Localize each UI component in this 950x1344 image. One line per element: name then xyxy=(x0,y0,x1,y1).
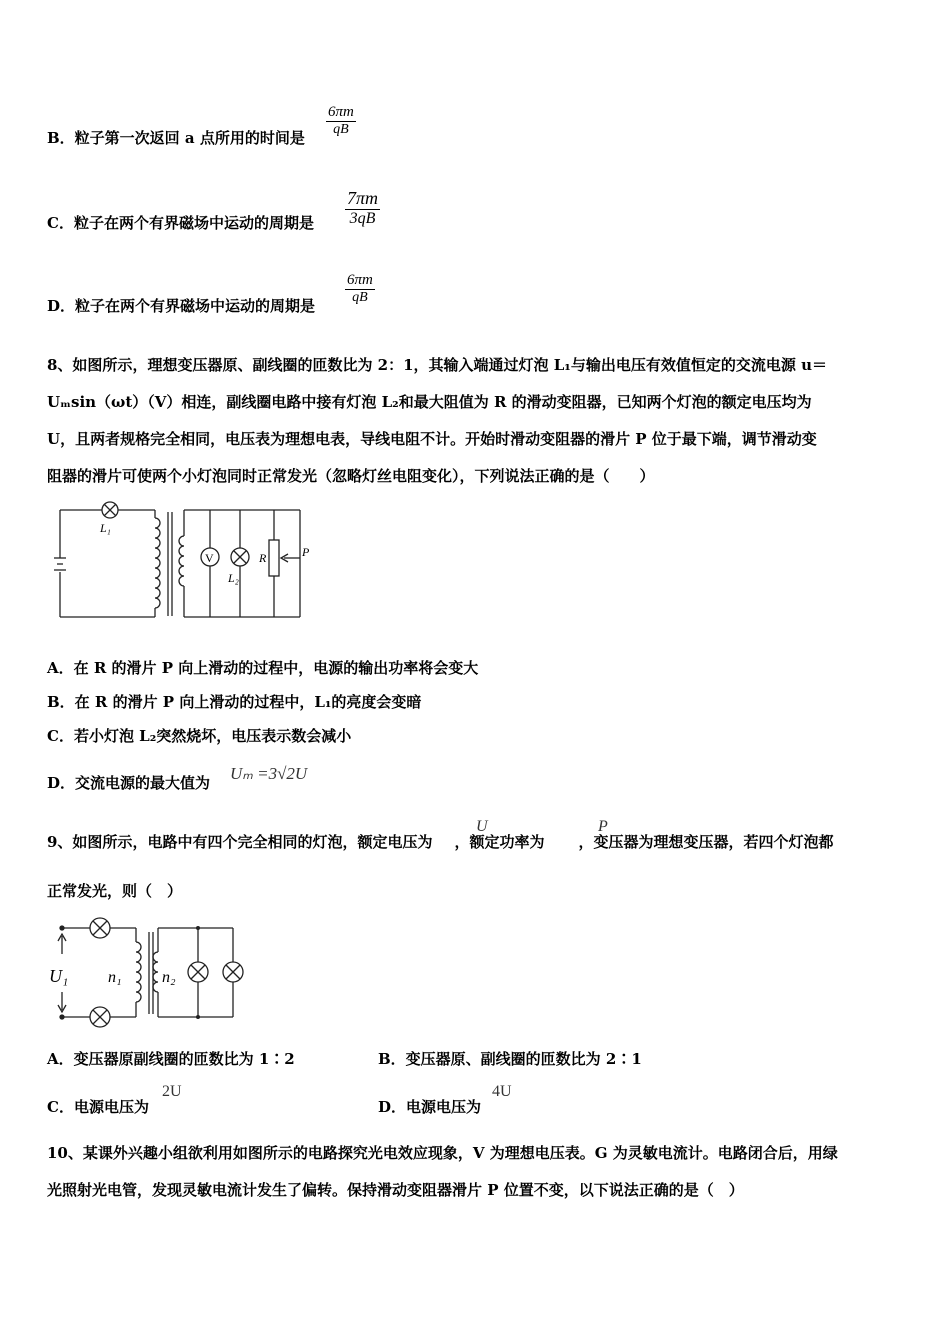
q9-stem-line-2: 正常发光，则（ ） xyxy=(47,882,183,900)
q9-option-c-value: 2U xyxy=(162,1083,182,1100)
q9-symbol-p: P xyxy=(598,818,608,835)
label-p: P xyxy=(302,545,310,559)
fraction-numerator: 6πm xyxy=(347,272,373,288)
fraction-denominator: 3qB xyxy=(349,210,376,227)
q9-stem-line-1 xyxy=(47,832,833,852)
label-voltmeter: V xyxy=(205,551,214,565)
q8-stem-line-3: U，且两者规格完全相同，电压表为理想电表，导线电阻不计。开始时滑动变阻器的滑片 P 位于最下端，调节滑动变 xyxy=(47,430,817,448)
fraction-denominator: qB xyxy=(333,122,349,137)
q8-stem-line-2: Uₘsin（ωt）（V）相连，副线圈电路中接有灯泡 L₂和最大阻值为 R 的滑动变阻器，已知两个灯泡的额定电压均为 xyxy=(47,393,812,411)
q9-stem-part-3: ，变压器为理想变压器，若四个灯泡都 xyxy=(578,833,834,851)
q9-stem-part-1: 9、如图所示，电路中有四个完全相同的灯泡，额定电压为 xyxy=(47,833,433,851)
q8-stem-line-4: 阻器的滑片可使两个小灯泡同时正常发光（忽略灯丝电阻变化），下列说法正确的是（ ） xyxy=(47,467,655,485)
q10-stem-line-2: 光照射光电管，发现灵敏电流计发生了偏转。保持滑动变阻器滑片 P 位置不变，以下说法正确的是（ ） xyxy=(47,1181,744,1199)
q9-option-a: A．变压器原副线圈的匝数比为 1∶2 xyxy=(47,1050,295,1068)
q9-option-b: B．变压器原、副线圈的匝数比为 2∶1 xyxy=(378,1050,642,1068)
label-l2: L₂ xyxy=(228,571,239,585)
q7-option-d: D．粒子在两个有界磁场中运动的周期是 xyxy=(47,297,316,315)
q9-option-c: C．电源电压为 xyxy=(47,1098,149,1116)
label-u1: U₁ xyxy=(49,966,69,986)
q8-option-b: B．在 R 的滑片 P 向上滑动的过程中，L₁的亮度会变暗 xyxy=(47,693,422,711)
q7-option-d-fraction xyxy=(345,272,375,306)
q9-transformer-circuit-diagram xyxy=(48,912,248,1034)
q7-option-c: C．粒子在两个有界磁场中运动的周期是 xyxy=(47,214,314,232)
fraction-denominator: qB xyxy=(352,290,368,305)
q10-stem-line-1: 10、某课外兴趣小组欲利用如图所示的电路探究光电效应现象，V 为理想电压表。G 为灵敏电流计。电路闭合后，用绿 xyxy=(47,1144,838,1162)
label-r: R xyxy=(259,551,267,565)
q8-option-a: A．在 R 的滑片 P 向上滑动的过程中，电源的输出功率将会变大 xyxy=(47,659,479,677)
q8-transformer-circuit-diagram xyxy=(50,500,320,625)
q9-option-d: D．电源电压为 xyxy=(378,1098,482,1116)
label-n2: n₂ xyxy=(162,969,176,986)
fraction-numerator: 6πm xyxy=(328,104,354,120)
q8-option-d: D．交流电源的最大值为 xyxy=(47,774,211,792)
q9-stem-part-2: ，额定功率为 xyxy=(454,833,545,851)
q9-option-d-value: 4U xyxy=(492,1083,512,1100)
q7-option-b-fraction xyxy=(326,104,356,138)
q8-stem-line-1: 8、如图所示，理想变压器原、副线圈的匝数比为 2：1，其输入端通过灯泡 L₁与输出电压有效值恒定的交流电源 u＝ xyxy=(47,356,828,374)
fraction-numerator: 7πm xyxy=(347,188,379,208)
q7-option-b: B．粒子第一次返回 a 点所用的时间是 xyxy=(47,129,305,147)
label-l1: L₁ xyxy=(100,521,111,535)
q8-option-c: C．若小灯泡 L₂突然烧坏，电压表示数会减小 xyxy=(47,727,352,745)
q7-option-c-fraction xyxy=(345,188,380,228)
q8-option-d-formula: Uₘ =3√2U xyxy=(230,764,308,783)
label-n1: n₁ xyxy=(108,969,122,986)
q9-symbol-u: U xyxy=(476,818,488,835)
